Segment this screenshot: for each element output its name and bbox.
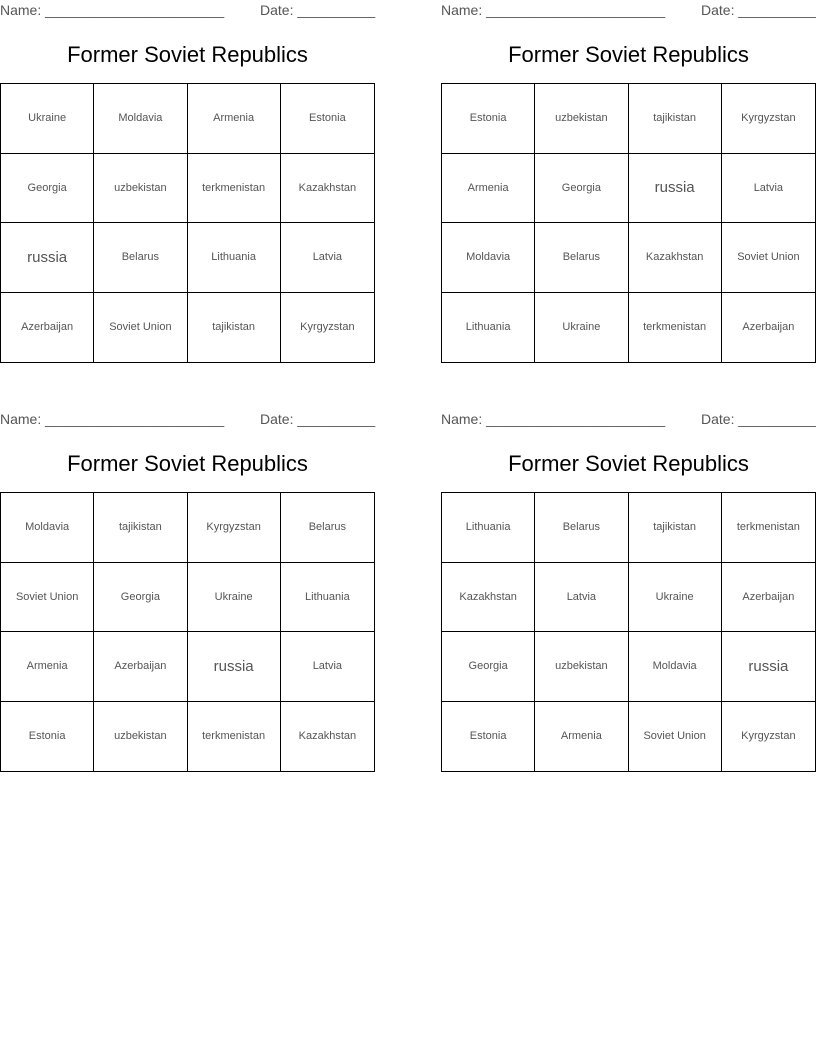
bingo-grid [0, 492, 375, 772]
header-line [0, 0, 375, 20]
grid-cell: Estonia [1, 702, 94, 772]
grid-cell: Belarus [94, 223, 187, 293]
date-field-label: Date: __________ [701, 2, 816, 18]
grid-cell: Lithuania [442, 493, 535, 563]
grid-cell: Belarus [281, 493, 374, 563]
grid-cell: Georgia [535, 154, 628, 224]
grid-cell: Kazakhstan [281, 154, 374, 224]
grid-cell: Moldavia [94, 84, 187, 154]
grid-cell: uzbekistan [94, 154, 187, 224]
grid-cell: Azerbaijan [94, 632, 187, 702]
grid-cell: Moldavia [1, 493, 94, 563]
grid-cell: terkmenistan [188, 702, 281, 772]
bingo-card-4 [441, 409, 816, 743]
grid-cell: Soviet Union [722, 223, 815, 293]
grid-cell: Georgia [1, 154, 94, 224]
grid-cell: Belarus [535, 493, 628, 563]
grid-cell: uzbekistan [535, 84, 628, 154]
grid-cell: Ukraine [188, 563, 281, 633]
grid-cell: Latvia [722, 154, 815, 224]
grid-cell: Soviet Union [1, 563, 94, 633]
grid-cell: uzbekistan [535, 632, 628, 702]
grid-cell: Kyrgyzstan [188, 493, 281, 563]
grid-cell: Estonia [281, 84, 374, 154]
name-field-label: Name: _______________________ [441, 411, 666, 427]
grid-cell: russia [722, 632, 815, 702]
grid-cell: Belarus [535, 223, 628, 293]
grid-cell: Azerbaijan [722, 563, 815, 633]
grid-cell: Armenia [1, 632, 94, 702]
grid-cell: tajikistan [629, 493, 722, 563]
header-line [441, 409, 816, 429]
grid-cell: Georgia [94, 563, 187, 633]
header-line [441, 0, 816, 20]
grid-cell: Ukraine [535, 293, 628, 363]
grid-cell: tajikistan [188, 293, 281, 363]
date-field-label: Date: __________ [701, 411, 816, 427]
date-field-label: Date: __________ [260, 411, 376, 427]
grid-cell: Ukraine [1, 84, 94, 154]
grid-cell: Estonia [442, 702, 535, 772]
grid-cell: Kyrgyzstan [741, 730, 796, 743]
card-title: Former Soviet Republics [508, 42, 749, 67]
grid-cell: Azerbaijan [1, 293, 94, 363]
grid-cell: Moldavia [629, 632, 722, 702]
grid-cell: russia [629, 154, 722, 224]
grid-cell: Latvia [281, 632, 374, 702]
bingo-card-3 [0, 409, 376, 743]
grid-cell: russia [1, 223, 94, 293]
grid-cell: uzbekistan [94, 702, 187, 772]
grid-cell: Kazakhstan [442, 563, 535, 633]
grid-cell: russia [188, 632, 281, 702]
bingo-card-1 [0, 0, 376, 334]
grid-cell: Kyrgyzstan [300, 321, 355, 334]
bingo-grid [441, 492, 816, 772]
grid-cell: Soviet Union [629, 702, 722, 772]
grid-cell: Soviet Union [94, 293, 187, 363]
card-title: Former Soviet Republics [508, 451, 749, 476]
grid-cell: tajikistan [94, 493, 187, 563]
grid-cell: Armenia [442, 154, 535, 224]
bingo-grid [441, 83, 816, 363]
bingo-grid [0, 83, 375, 363]
card-title: Former Soviet Republics [67, 451, 308, 476]
grid-cell: Lithuania [188, 223, 281, 293]
date-field-label: Date: __________ [260, 2, 376, 18]
grid-cell: Latvia [535, 563, 628, 633]
grid-cell: Armenia [188, 84, 281, 154]
grid-cell: Moldavia [442, 223, 535, 293]
grid-cell: terkmenistan [629, 293, 722, 363]
grid-cell: terkmenistan [722, 493, 815, 563]
grid-cell: Ukraine [629, 563, 722, 633]
grid-cell: Latvia [281, 223, 374, 293]
header-line [0, 409, 375, 429]
grid-cell: Lithuania [442, 293, 535, 363]
grid-cell: Lithuania [281, 563, 374, 633]
grid-cell: Estonia [442, 84, 535, 154]
grid-cell: tajikistan [629, 84, 722, 154]
card-title: Former Soviet Republics [67, 42, 308, 67]
grid-cell: Kazakhstan [629, 223, 722, 293]
name-field-label: Name: _______________________ [0, 2, 225, 18]
grid-cell: Armenia [535, 702, 628, 772]
name-field-label: Name: _______________________ [441, 2, 666, 18]
grid-cell: terkmenistan [188, 154, 281, 224]
grid-cell: Georgia [442, 632, 535, 702]
grid-cell: Kyrgyzstan [722, 84, 815, 154]
grid-cell: Kazakhstan [298, 730, 357, 743]
name-field-label: Name: _______________________ [0, 411, 225, 427]
grid-cell: Azerbaijan [742, 321, 795, 334]
bingo-card-2 [441, 0, 816, 334]
